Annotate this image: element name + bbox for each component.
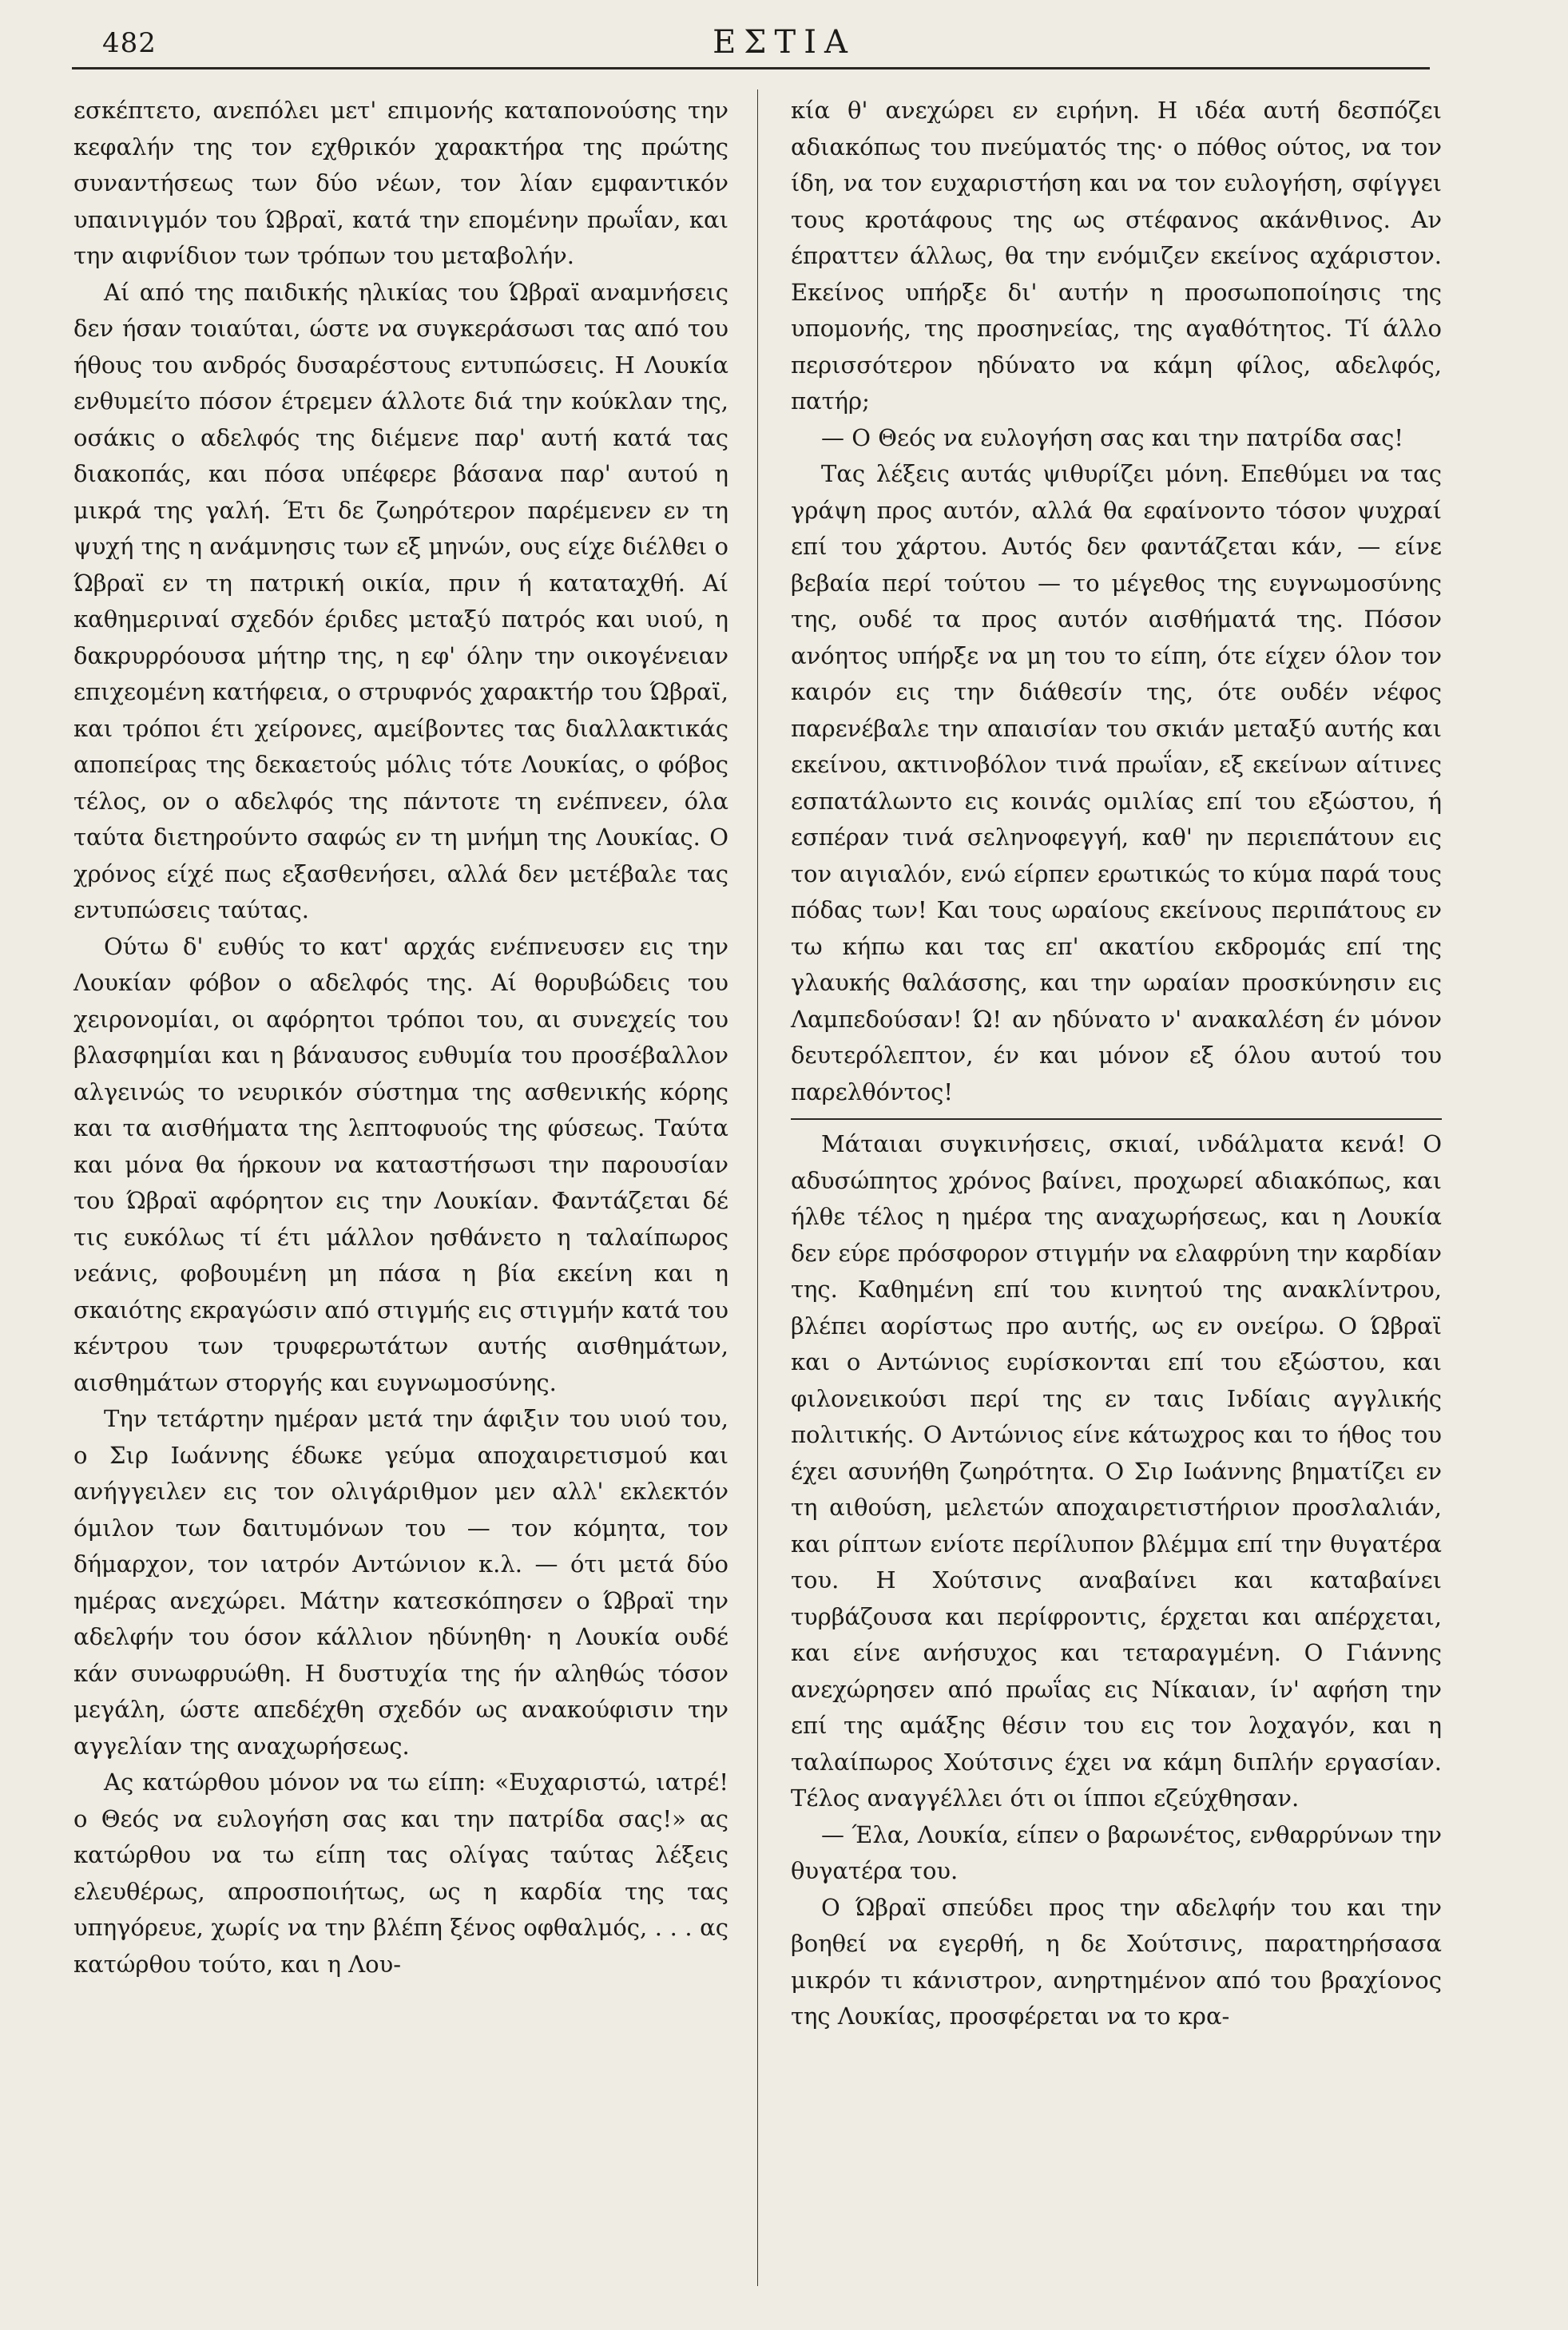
section-rule [791, 1118, 1442, 1120]
paragraph: Μάταιαι συγκινήσεις, σκιαί, ινδάλματα κενά! Ο αδυσώπητος χρόνος βαίνει, προχωρεί αδιακόπως, και ήλθε τέλος η ημέρα της αναχωρήσεως, και η Λουκία δεν εύρε πρόσφορον στιγμήν να ελαφρύνη την καρδίαν της. Καθημένη επί του κινητού της ανακλίντρου, βλέπει αορίστως προ αυτής, ως εν ονείρω. Ο Ώβραϊ και ο Αντώνιος ευρίσκονται επί του εξώστου, και φιλονεικούσι περί της εν ταις Ινδίαις αγγλικής πολιτικής. Ο Αντώνιος είνε κάτωχρος και το ήθος του έχει ασυνήθη ζωηρότητα. Ο Σιρ Ιωάννης βηματίζει εν τη αιθούση, μελετών αποχαιρετιστήριον προσλαλιάν, και ρίπτων ενίοτε περίλυπον βλέμμα επί την θυγατέρα του. Η Χούτσινς αναβαίνει και καταβαίνει τυρβάζουσα και περίφροντις, έρχεται και απέρχεται, και είνε ανήσυχος και τεταραγμένη. Ο Γιάννης ανεχώρησεν από πρωΐας εις Νίκαιαν, ίν' αφήση την επί της αμάξης θέσιν του εις τον λοχαγόν, και η ταλαίπωρος Χούτσινς έχει να κάμη διπλήν εργασίαν. Τέλος αναγγέλλει ότι οι ίπποι εζεύχθησαν. [791, 1130, 1442, 1812]
paragraph: Ούτω δ' ευθύς το κατ' αρχάς ενέπνευσεν εις την Λουκίαν φόβον ο αδελφός της. Αί θορυβώδεις του χειρονομίαι, οι αφόρητοι τρόποι του, αι συνεχείς του βλασφημίαι και η βάναυσος ευθυμία του προσέβαλλον αλγεινώς το νευρικόν σύστημα της ασθενικής κόρης και τα αισθήματα της λεπτοφυούς της φύσεως. Ταύτα και μόνα θα ήρκουν να καταστήσωσι την παρουσίαν του Ώβραϊ αφόρητον εις την Λουκίαν. Φαντάζεται δέ τις ευκόλως τί έτι μάλλον ησθάνετο η ταλαίπωρος νεάνις, φοβουμένη μη πάσα η βία εκείνη και η σκαιότης εκραγώσιν από στιγμής εις στιγμήν κατά του κέντρου των τρυφερωτάτων αυτής αισθημάτων, αισθημάτων στοργής και ευγνωμοσύνης. [73, 932, 728, 1396]
paragraph: Τας λέξεις αυτάς ψιθυρίζει μόνη. Επεθύμει να τας γράψη προς αυτόν, αλλά θα εφαίνοντο τόσον ψυχραί επί του χάρτου. Αυτός δεν φαντάζεται κάν, — είνε βεβαία περί τούτου — το μέγεθος της ευγνωμοσύνης της, ουδέ τα προς αυτόν αισθήματά της. Πόσον ανόητος υπήρξε να μη του το είπη, ότε είχεν όλον τον καιρόν εις την διάθεσίν της, ότε ουδέν νέφος παρενέβαλε την απαισίαν του σκιάν μεταξύ αυτής και εκείνου, ακτινοβόλον τινά πρωΐαν, εξ εκείνων αίτινες εσπατάλωντο εις κοινάς ομιλίας επί του εξώστου, ή εσπέραν τινά σεληνοφεγγή, καθ' ην περιεπάτουν εις τον αιγιαλόν, ενώ είρπεν ερωτικώς το κύμα παρά τους πόδας των! Και τους ωραίους εκείνους περιπάτους εν τω κήπω και τας επ' ακατίου εκδρομάς επί της γλαυκής θαλάσσης, και την ωραίαν προσκύνησιν εις Λαμπεδούσαν! Ώ! αν ηδύνατο ν' ανακαλέση έν μόνον δευτερόλεπτον, έν και μόνον εξ όλου αυτού του παρελθόντος! [791, 460, 1442, 1105]
left-column [73, 93, 728, 1983]
paragraph: Ο Ώβραϊ σπεύδει προς την αδελφήν του και την βοηθεί να εγερθή, η δε Χούτσινς, παρατηρήσασα μικρόν τι κάνιστρον, ανηρτημένον από του βραχίονος της Λουκίας, προσφέρεται να το κρα- [791, 1893, 1442, 2030]
running-title: ΕΣΤΙΑ [713, 24, 855, 61]
paragraph: Ας κατώρθου μόνον να τω είπη: «Ευχαριστώ, ιατρέ! ο Θεός να ευλογήση σας και την πατρίδα σας!» ας κατώρθου να τω είπη τας ολίγας ταύτας λέξεις ελευθέρως, απροσποιήτως, ως η καρδία της τας υπηγόρευε, χωρίς να την βλέπη ξένος οφθαλμός, . . . ας κατώρθου τούτο, και η Λου- [73, 1768, 728, 1978]
header-rule [72, 67, 1430, 69]
paragraph: Αί από της παιδικής ηλικίας του Ώβραϊ αναμνήσεις δεν ήσαν τοιαύται, ώστε να συγκεράσωσι τας από του ήθους του ανδρός δυσαρέστους εντυπώσεις. Η Λουκία ενθυμείτο πόσον έτρεμεν άλλοτε διά την κούκλαν της, οσάκις ο αδελφός της διέμενε παρ' αυτή κατά τας διακοπάς, και πόσα υπέφερε βάσανα παρ' αυτού η μικρά της γαλή. Έτι δε ζωηρότερον παρέμενεν εν τη ψυχή της η ανάμνησις των εξ μηνών, ους είχε διέλθει ο Ώβραϊ εν τη πατρική οικία, πριν ή καταταχθή. Αί καθημεριναί σχεδόν έριδες μεταξύ πατρός και υιού, η δακρυρρόουσα μήτηρ της, η εφ' όλην την οικογένειαν επιχεομένη κατήφεια, ο στρυφνός χαρακτήρ του Ώβραϊ, και τρόποι έτι χείρονες, αμείβοντες τας διαλλακτικάς αποπείρας της δεκαετούς μόλις τότε Λουκίας, ο φόβος τέλος, ον ο αδελφός της πάντοτε τη ενέπνεεν, όλα ταύτα διετηρούντο σαφώς εν τη μνήμη της Λουκίας. Ο χρόνος είχέ πως εξασθενήσει, αλλά δεν μετέβαλε τας εντυπώσεις ταύτας. [73, 278, 728, 923]
paragraph: κία θ' ανεχώρει εν ειρήνη. Η ιδέα αυτή δεσπόζει αδιακόπως του πνεύματός της· ο πόθος ούτος, να τον ίδη, να τον ευχαριστήση και να τον ευλογήση, σφίγγει τους κροτάφους της ως στέφανος ακάνθινος. Αν έπραττεν άλλως, θα την ενόμιζεν εκείνος αχάριστον. Εκείνος υπήρξε δι' αυτήν η προσωποποίησις της υπομονής, της προσηνείας, της αγαθότητος. Τί άλλο περισσότερον ηδύνατο να κάμη φίλος, αδελφός, πατήρ; [791, 97, 1442, 415]
right-column [791, 93, 1442, 2035]
dialogue-line: — Έλα, Λουκία, είπεν ο βαρωνέτος, ενθαρρύνων την θυγατέρα του. [791, 1820, 1442, 1884]
paragraph: Την τετάρτην ημέραν μετά την άφιξιν του υιού του, ο Σιρ Ιωάννης έδωκε γεύμα αποχαιρετισμού και ανήγγειλεν εις τον ολιγάριθμον μεν αλλ' εκλεκτόν όμιλον των δαιτυμόνων του — τον κόμητα, τον δήμαρχον, τον ιατρόν Αντώνιον κ.λ. — ότι μετά δύο ημέρας ανεχώρει. Μάτην κατεσκόπησεν ο Ώβραϊ την αδελφήν του όσον κάλλιον ηδύνηθη· η Λουκία ουδέ κάν συνωφρυώθη. Η δυστυχία της ήν αληθώς τόσον μεγάλη, ώστε απεδέχθη σχεδόν ως ανακούφισιν την αγγελίαν της αναχωρήσεως. [73, 1405, 728, 1760]
paragraph: εσκέπτετο, ανεπόλει μετ' επιμονής καταπονούσης την κεφαλήν της τον εχθρικόν χαρακτήρα της πρώτης συναντήσεως των δύο νέων, τον λίαν εμφαντικόν υπαινιγμόν του Ώβραϊ, κατά την επομένην πρωΐαν, και την αιφνίδιον των τρόπων του μεταβολήν. [73, 97, 728, 269]
page-number: 482 [102, 27, 157, 59]
column-divider [757, 89, 758, 2286]
dialogue-line: — Ο Θεός να ευλογήση σας και την πατρίδα σας! [821, 423, 1403, 451]
